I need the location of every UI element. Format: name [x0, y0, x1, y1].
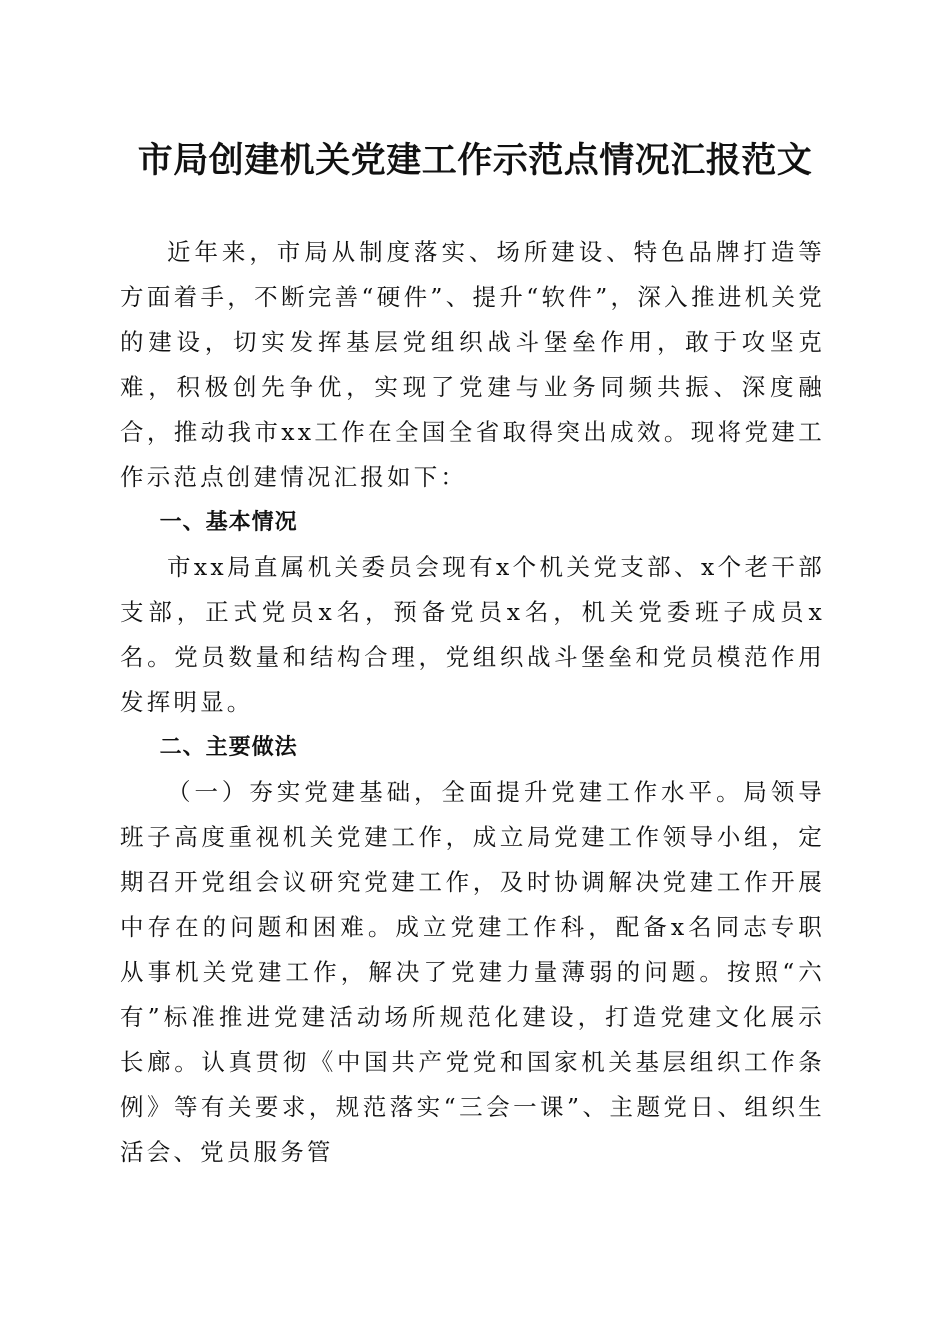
section-heading-basic: 一、基本情况 [159, 510, 298, 535]
subsection-text: 局领导班子高度重视机关党建工作，成立局党建工作领导小组，定期召开党组会议研究党建工作，及时协调解决党建工作开展中存在的问题和困难。成立党建工作科，配备x名同志专职从事机关党建工作，解决了党建力量薄弱的问题。按照“六有”标准推进党建活动场所规范化建设，打造党建文化展示长廊。认真贯彻《中国共产党党和国家机关基层组织工作条例》等有关要求，规范落实“三会一课”、主题党日、组织生活会、党员服务管 [120, 778, 826, 1166]
document-body [120, 230, 825, 1175]
practices-paragraph [120, 770, 825, 1175]
section-heading-practices: 二、主要做法 [159, 735, 298, 760]
subsection-lead: （一）夯实党建基础，全面提升党建工作水平。 [167, 778, 744, 806]
page-title: 市局创建机关党建工作示范点情况汇报范文 [137, 140, 813, 181]
basic-situation-paragraph: 市xx局直属机关委员会现有x个机关党支部、x个老干部支部，正式党员x名，预备党员x名，机关党委班子成员x名。党员数量和结构合理，党组织战斗堡垒和党员模范作用发挥明显。 [120, 553, 825, 716]
intro-paragraph: 近年来，市局从制度落实、场所建设、特色品牌打造等方面着手，不断完善“硬件”、提升“软件”，深入推进机关党的建设，切实发挥基层党组织战斗堡垒作用，敢于攻坚克难，积极创先争优，实现了党建与业务同频共振、深度融合，推动我市xx工作在全国全省取得突出成效。现将党建工作示范点创建情况汇报如下： [120, 238, 825, 491]
